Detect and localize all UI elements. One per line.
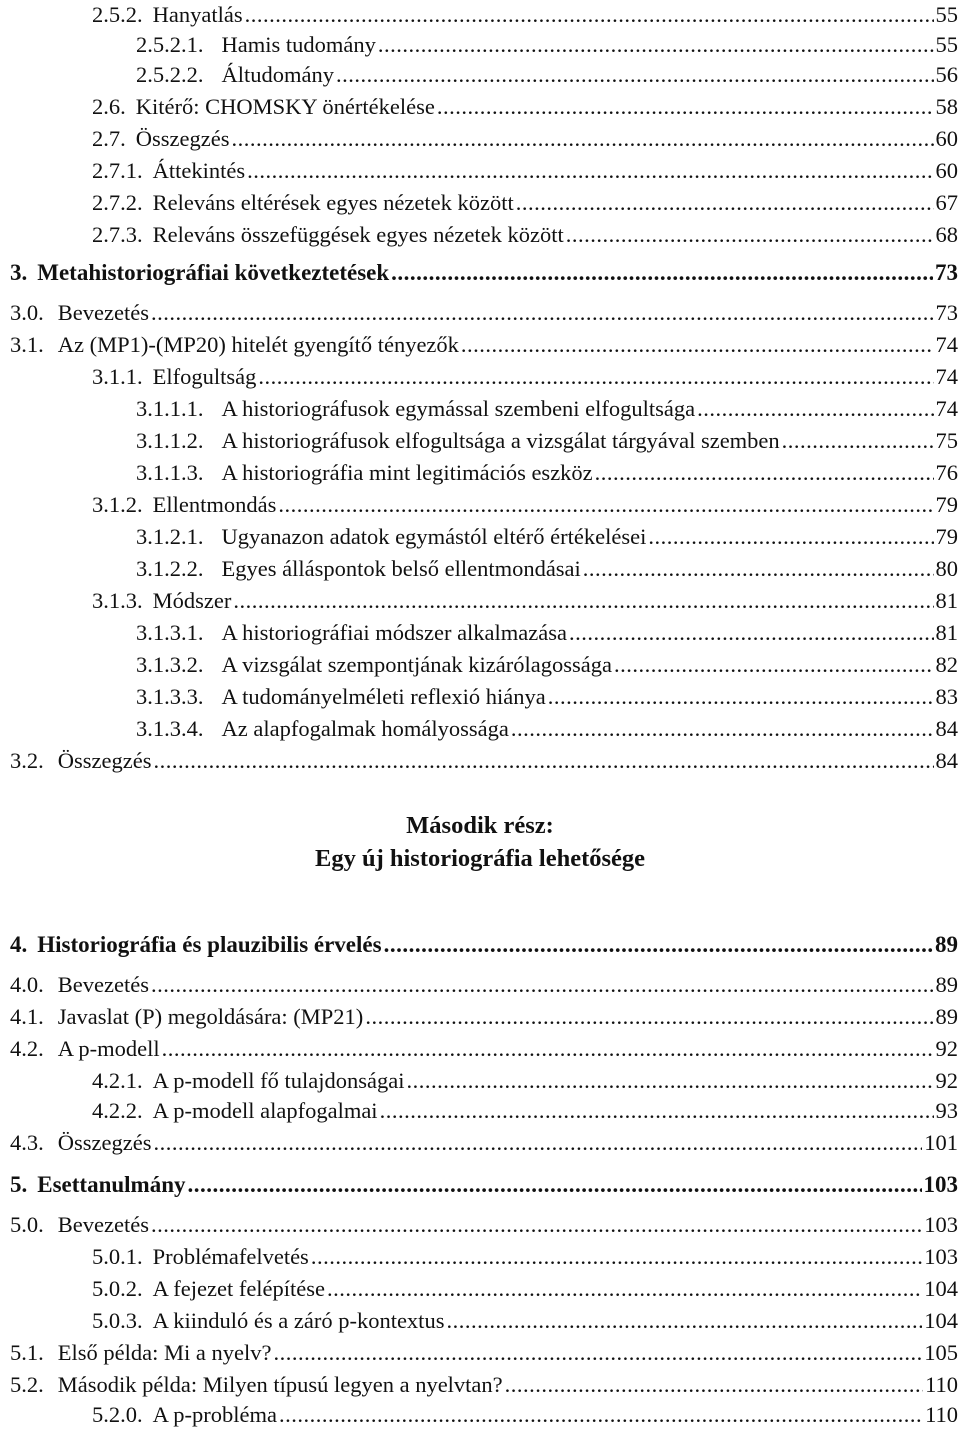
- toc-entry[interactable]: [92, 1274, 958, 1304]
- toc-entry-title: Az (MP1)-(MP20) hitelét gyengítő tényezők: [57, 332, 459, 357]
- toc-dot-leader: [245, 0, 934, 30]
- toc-entry[interactable]: [136, 650, 958, 680]
- toc-entry-page-number: 105: [924, 1340, 958, 1365]
- toc-entry-title: A historiográfiai módszer alkalmazása: [221, 620, 567, 645]
- toc-entry-page-number: 83: [935, 684, 958, 709]
- toc-dot-leader: [516, 188, 934, 218]
- toc-entry-number: 5.2.0.: [92, 1402, 143, 1427]
- toc-dot-leader: [188, 1170, 922, 1200]
- toc-entry-page-number: 81: [935, 588, 958, 613]
- toc-dot-leader: [446, 1306, 922, 1336]
- toc-entry-title: Kitérő: CHOMSKY önértékelése: [135, 94, 435, 119]
- toc-entry-number: 4.0.: [10, 972, 44, 997]
- toc-entry[interactable]: [10, 970, 958, 1000]
- toc-dot-leader: [336, 60, 934, 90]
- toc-entry-number: 3.1.3.1.: [136, 620, 204, 645]
- toc-entry-page-number: 79: [935, 492, 958, 517]
- toc-dot-leader: [614, 650, 934, 680]
- toc-entry-number: 2.5.2.1.: [136, 32, 204, 57]
- toc-entry-number: 3.1.1.2.: [136, 428, 204, 453]
- toc-entry-number: 3.: [10, 260, 28, 285]
- toc-dot-leader: [380, 1096, 934, 1126]
- toc-entry-page-number: 56: [935, 62, 958, 87]
- toc-entry-page-number: 55: [935, 32, 958, 57]
- toc-entry-number: 3.0.: [10, 300, 44, 325]
- toc-entry[interactable]: [92, 1306, 958, 1336]
- toc-entry-page-number: 58: [935, 94, 958, 119]
- toc-entry-number: 5.0.: [10, 1212, 44, 1237]
- toc-entry-title: A tudományelméleti reflexió hiánya: [221, 684, 546, 709]
- toc-entry-page-number: 73: [935, 300, 958, 325]
- toc-entry-title: Javaslat (P) megoldására: (MP21): [57, 1004, 364, 1029]
- toc-entry-page-number: 93: [935, 1098, 958, 1123]
- toc-entry-number: 4.1.: [10, 1004, 44, 1029]
- toc-entry-page-number: 104: [924, 1276, 958, 1301]
- toc-entry-title: Módszer: [152, 588, 232, 613]
- toc-entry[interactable]: [92, 362, 958, 392]
- toc-entry-number: 4.2.1.: [92, 1068, 143, 1093]
- toc-dot-leader: [247, 156, 933, 186]
- toc-entry[interactable]: [10, 1370, 958, 1400]
- toc-entry-title: Metahistoriográfiai következtetések: [37, 260, 390, 285]
- toc-entry-page-number: 74: [935, 396, 958, 421]
- toc-entry-number: 3.1.2.1.: [136, 524, 204, 549]
- toc-entry-title: Áltudomány: [221, 62, 334, 87]
- toc-entry-title: Egyes álláspontok belső ellentmondásai: [221, 556, 581, 581]
- toc-chapter-entry[interactable]: [10, 258, 958, 288]
- toc-dot-leader: [569, 618, 934, 648]
- toc-dot-leader: [231, 124, 933, 154]
- toc-entry-page-number: 67: [935, 190, 958, 215]
- toc-entry-page-number: 75: [935, 428, 958, 453]
- toc-entry[interactable]: [136, 618, 958, 648]
- toc-entry[interactable]: [136, 394, 958, 424]
- toc-entry[interactable]: [136, 522, 958, 552]
- toc-entry-page-number: 74: [935, 364, 958, 389]
- toc-entry-page-number: 84: [935, 716, 958, 741]
- toc-entry-number: 3.1.3.2.: [136, 652, 204, 677]
- toc-entry[interactable]: [92, 0, 958, 30]
- toc-entry-page-number: 89: [935, 932, 958, 957]
- toc-dot-leader: [782, 426, 934, 456]
- toc-entry[interactable]: [92, 1096, 958, 1126]
- toc-entry-page-number: 103: [924, 1244, 958, 1269]
- toc-dot-leader: [384, 930, 933, 960]
- toc-dot-leader: [151, 1210, 922, 1240]
- toc-entry-page-number: 73: [935, 260, 958, 285]
- toc-entry-number: 3.1.2.2.: [136, 556, 204, 581]
- toc-entry-page-number: 74: [935, 332, 958, 357]
- toc-dot-leader: [505, 1370, 923, 1400]
- toc-entry[interactable]: [92, 188, 958, 218]
- toc-dot-leader: [697, 394, 933, 424]
- toc-entry-title: Bevezetés: [57, 1212, 149, 1237]
- toc-entry-number: 3.1.3.: [92, 588, 143, 613]
- toc-entry-title: Összegzés: [135, 126, 230, 151]
- toc-entry-number: 3.1.3.4.: [136, 716, 204, 741]
- toc-dot-leader: [511, 714, 934, 744]
- toc-entry-page-number: 89: [935, 972, 958, 997]
- toc-entry-number: 5.: [10, 1172, 28, 1197]
- toc-entry-number: 2.6.: [92, 94, 126, 119]
- toc-entry[interactable]: [136, 682, 958, 712]
- toc-entry-number: 3.1.3.3.: [136, 684, 204, 709]
- toc-entry-title: Bevezetés: [57, 972, 149, 997]
- toc-entry-page-number: 89: [935, 1004, 958, 1029]
- toc-entry-number: 2.7.1.: [92, 158, 143, 183]
- toc-dot-leader: [437, 92, 934, 122]
- toc-dot-leader: [153, 1128, 922, 1158]
- toc-entry-page-number: 110: [925, 1402, 958, 1427]
- toc-entry-title: Esettanulmány: [37, 1172, 186, 1197]
- toc-entry-number: 4.: [10, 932, 28, 957]
- toc-entry-title: A historiográfusok elfogultsága a vizsgálat tárgyával szemben: [221, 428, 780, 453]
- toc-entry-page-number: 92: [935, 1068, 958, 1093]
- toc-entry-number: 2.5.2.2.: [136, 62, 204, 87]
- toc-entry[interactable]: [10, 1128, 958, 1158]
- toc-entry-title: A p-modell: [57, 1036, 160, 1061]
- toc-entry[interactable]: [10, 1210, 958, 1240]
- toc-entry-page-number: 101: [924, 1130, 958, 1155]
- toc-entry-number: 5.0.1.: [92, 1244, 143, 1269]
- toc-entry-number: 5.0.2.: [92, 1276, 143, 1301]
- toc-entry-title: A historiográfusok egymással szembeni elfogultsága: [221, 396, 696, 421]
- toc-dot-leader: [273, 1338, 922, 1368]
- toc-dot-leader: [365, 1002, 933, 1032]
- toc-entry-page-number: 81: [935, 620, 958, 645]
- toc-entry[interactable]: [10, 330, 958, 360]
- toc-entry-number: 2.5.2.: [92, 2, 143, 27]
- toc-dot-leader: [461, 330, 934, 360]
- toc-entry-number: 2.7.2.: [92, 190, 143, 215]
- toc-entry[interactable]: [10, 746, 958, 776]
- toc-entry-number: 3.1.: [10, 332, 44, 357]
- toc-entry[interactable]: [10, 1034, 958, 1064]
- toc-entry-title: A p-modell alapfogalmai: [152, 1098, 378, 1123]
- toc-entry-page-number: 55: [935, 2, 958, 27]
- toc-chapter-entry[interactable]: [10, 1170, 958, 1200]
- toc-entry-number: 3.1.1.1.: [136, 396, 204, 421]
- toc-entry-page-number: 68: [935, 222, 958, 247]
- toc-entry-title: Bevezetés: [57, 300, 149, 325]
- toc-entry-title: Problémafelvetés: [152, 1244, 309, 1269]
- toc-entry-number: 2.7.3.: [92, 222, 143, 247]
- toc-entry[interactable]: [10, 1002, 958, 1032]
- toc-entry-title: Áttekintés: [152, 158, 246, 183]
- toc-entry-title: Elfogultság: [152, 364, 257, 389]
- toc-entry-page-number: 103: [924, 1212, 958, 1237]
- toc-entry-number: 4.2.2.: [92, 1098, 143, 1123]
- toc-entry-number: 2.7.: [92, 126, 126, 151]
- toc-entry[interactable]: [92, 124, 958, 154]
- toc-entry-page-number: 80: [935, 556, 958, 581]
- toc-entry-page-number: 104: [924, 1308, 958, 1333]
- toc-entry-title: Összegzés: [57, 1130, 152, 1155]
- toc-entry-page-number: 103: [923, 1172, 958, 1197]
- toc-entry[interactable]: [92, 156, 958, 186]
- toc-entry-title: Második példa: Milyen típusú legyen a nyelvtan?: [57, 1372, 503, 1397]
- toc-dot-leader: [278, 490, 933, 520]
- toc-entry-number: 4.2.: [10, 1036, 44, 1061]
- toc-dot-leader: [648, 522, 933, 552]
- toc-entry-page-number: 84: [935, 748, 958, 773]
- toc-dot-leader: [583, 554, 934, 584]
- toc-entry[interactable]: [136, 458, 958, 488]
- toc-dot-leader: [162, 1034, 934, 1064]
- toc-entry[interactable]: [92, 490, 958, 520]
- toc-entry[interactable]: [136, 60, 958, 90]
- toc-dot-leader: [153, 746, 933, 776]
- toc-dot-leader: [566, 220, 934, 250]
- toc-dot-leader: [378, 30, 934, 60]
- toc-entry[interactable]: [92, 586, 958, 616]
- toc-entry-title: A p-probléma: [152, 1402, 277, 1427]
- toc-entry-page-number: 92: [935, 1036, 958, 1061]
- toc-entry[interactable]: [92, 1242, 958, 1272]
- toc-dot-leader: [258, 362, 933, 392]
- toc-entry-number: 3.1.1.: [92, 364, 143, 389]
- toc-entry[interactable]: [136, 554, 958, 584]
- toc-dot-leader: [279, 1400, 923, 1430]
- toc-entry-number: 5.0.3.: [92, 1308, 143, 1333]
- toc-entry-title: Releváns eltérések egyes nézetek között: [152, 190, 514, 215]
- toc-dot-leader: [151, 970, 934, 1000]
- toc-entry-number: 4.3.: [10, 1130, 44, 1155]
- toc-entry-number: 5.1.: [10, 1340, 44, 1365]
- toc-entry-title: A kiinduló és a záró p-kontextus: [152, 1308, 445, 1333]
- toc-entry-title: Hamis tudomány: [221, 32, 376, 57]
- part-heading-subtitle: Egy új historiográfia lehetősége: [314, 845, 646, 872]
- toc-entry[interactable]: [10, 298, 958, 328]
- toc-dot-leader: [406, 1066, 933, 1096]
- toc-entry[interactable]: [10, 1338, 958, 1368]
- toc-dot-leader: [595, 458, 934, 488]
- toc-dot-leader: [391, 258, 933, 288]
- toc-entry-page-number: 110: [925, 1372, 958, 1397]
- toc-entry[interactable]: [136, 30, 958, 60]
- toc-entry-page-number: 76: [935, 460, 958, 485]
- toc-entry-number: 3.2.: [10, 748, 44, 773]
- toc-entry-page-number: 60: [935, 126, 958, 151]
- toc-dot-leader: [233, 586, 933, 616]
- toc-entry-page-number: 79: [935, 524, 958, 549]
- toc-entry-number: 3.1.2.: [92, 492, 143, 517]
- toc-entry-title: Az alapfogalmak homályossága: [221, 716, 509, 741]
- toc-entry-title: Ugyanazon adatok egymástól eltérő értékelései: [221, 524, 647, 549]
- toc-entry-title: A fejezet felépítése: [152, 1276, 326, 1301]
- toc-entry-number: 3.1.1.3.: [136, 460, 204, 485]
- toc-dot-leader: [327, 1274, 922, 1304]
- toc-entry-number: 5.2.: [10, 1372, 44, 1397]
- toc-entry-title: A p-modell fő tulajdonságai: [152, 1068, 405, 1093]
- toc-entry-page-number: 60: [935, 158, 958, 183]
- toc-entry[interactable]: [92, 92, 958, 122]
- toc-entry[interactable]: [92, 1400, 958, 1430]
- toc-chapter-entry[interactable]: [10, 930, 958, 960]
- toc-entry-title: Első példa: Mi a nyelv?: [57, 1340, 272, 1365]
- toc-dot-leader: [311, 1242, 922, 1272]
- toc-entry-title: Ellentmondás: [152, 492, 277, 517]
- toc-entry-title: Összegzés: [57, 748, 152, 773]
- toc-entry-title: Historiográfia és plauzibilis érvelés: [37, 932, 382, 957]
- toc-entry-title: Releváns összefüggések egyes nézetek között: [152, 222, 564, 247]
- toc-entry-title: Hanyatlás: [152, 2, 243, 27]
- toc-entry[interactable]: [136, 426, 958, 456]
- toc-dot-leader: [151, 298, 934, 328]
- toc-entry-title: A vizsgálat szempontjának kizárólagossága: [221, 652, 612, 677]
- toc-entry-title: A historiográfia mint legitimációs eszköz: [221, 460, 593, 485]
- toc-entry[interactable]: [92, 1066, 958, 1096]
- toc-entry-page-number: 82: [935, 652, 958, 677]
- toc-entry[interactable]: [92, 220, 958, 250]
- toc-dot-leader: [548, 682, 934, 712]
- part-heading-title: Második rész:: [406, 812, 554, 839]
- toc-entry[interactable]: [136, 714, 958, 744]
